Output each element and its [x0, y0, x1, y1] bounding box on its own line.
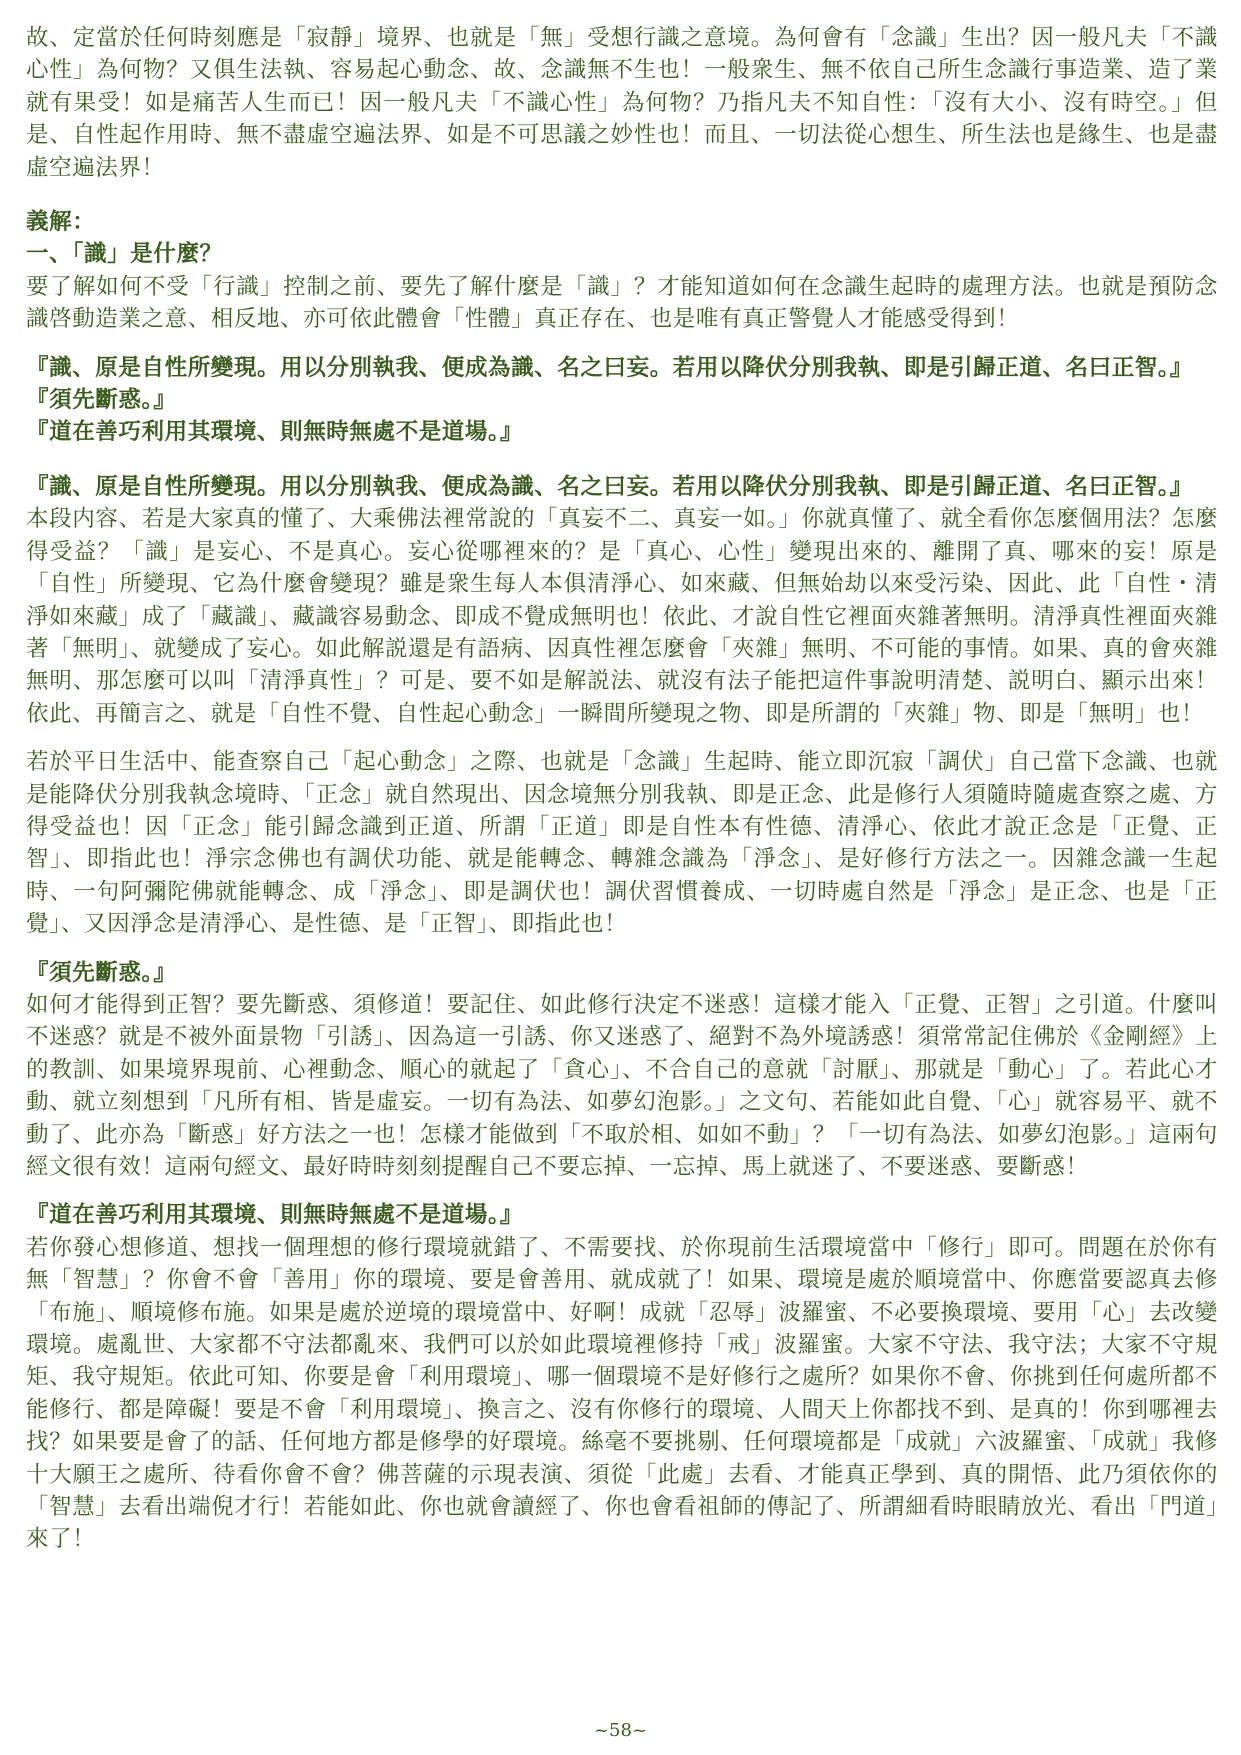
question-heading: 一、「識」是什麼？	[26, 241, 223, 268]
part1-body-2: 若於平日生活中、能查察自己「起心動念」之際、也就是「念識」生起時、能立即沉寂「調伏」自己當下念識、也就是能降伏分別我執念境時、「正念」就自然現出、因念境無分別我執、即是正念、此是修行人須隨時隨處查察之處、方得受益也！因「正念」能引歸念識到正道、所謂「正道」即是自性本有性德、清淨心、依此才說正念是「正覺、正智」、即指此也！淨宗念佛也有調伏功能、就是能轉念、轉雜念識為「淨念」、是好修行方法之一。因雜念識一生起時、一句阿彌陀佛就能轉念、成「淨念」、即是調伏也！調伏習慣養成、一切時處自然是「淨念」是正念、也是「正覺」、又因淨念是清淨心、是性德、是「正智」、即指此也！	[26, 749, 1218, 938]
part2-body: 如何才能得到正智？要先斷惑、須修道！要記住、如此修行決定不迷惑！這樣才能入「正覺、正智」之引道。什麼叫不迷惑？就是不被外面景物「引誘」、因為這一引誘、你又迷惑了、絕對不為外境誘惑！須常常記住佛於《金剛經》上的教訓、如果境界現前、心裡動念、順心的就起了「貪心」、不合自己的意就「討厭」、那就是「動心」了。若此心才動、就立刻想到「凡所有相、皆是虛妄。一切有為法、如夢幻泡影。」之文句、若能如此自覺、「心」就容易平、就不動了、此亦為「斷惑」好方法之一也！怎樣才能做到「不取於相、如如不動」？「一切有為法、如夢幻泡影。」這兩句經文很有效！這兩句經文、最好時時刻刻提醒自己不要忘掉、一忘掉、馬上就迷了、不要迷惑、要斷惑！	[26, 991, 1218, 1180]
part3-quote: 『道在善巧利用其環境、則無時無處不是道場。』	[26, 1202, 523, 1229]
summary-quote-1: 『識、原是自性所變現。用以分別執我、便成為識、名之曰妄。若用以降伏分別我執、即是引歸正道、名曰正智。』	[26, 354, 1193, 381]
part1-quote: 『識、原是自性所變現。用以分別執我、便成為識、名之曰妄。若用以降伏分別我執、即是引歸正道、名曰正智。』	[26, 473, 1193, 500]
part3-body: 若你發心想修道、想找一個理想的修行環境就錯了、不需要找、於你現前生活環境當中「修行」即可。問題在於你有無「智慧」？你會不會「善用」你的環境、要是會善用、就成就了！如果、環境是處於順境當中、你應當要認真去修「布施」、順境修布施。如果是處於逆境的環境當中、好啊！成就「忍辱」波羅蜜、不必要換環境、要用「心」去改變環境。處亂世、大家都不守法都亂來、我們可以於如此環境裡修持「戒」波羅蜜。大家不守法、我守法；大家不守規矩、我守規矩。依此可知、你要是會「利用環境」、哪一個環境不是好修行之處所？如果你不會、你挑到任何處所都不能修行、都是障礙！要是不會「利用環境」、換言之、沒有你修行的環境、人間天上你都找不到、是真的！你到哪裡去找？如果要是會了的話、任何地方都是修學的好環境。絲毫不要挑剔、任何環境都是「成就」六波羅蜜、「成就」我修十大願王之處所、待看你會不會？佛菩薩的示現表演、須從「此處」去看、才能真正學到、真的開悟、此乃須依你的「智慧」去看出端倪才行！若能如此、你也就會讀經了、你也會看祖師的傳記了、所謂細看時眼睛放光、看出「門道」來了！	[26, 1234, 1218, 1553]
section-title: 義解：	[26, 209, 96, 236]
intro-paragraph: 故、定當於任何時刻應是「寂靜」境界、也就是「無」受想行識之意境。為何會有「念識」生出？因一般凡夫「不識心性」為何物？又俱生法執、容易起心動念、故、念識無不生也！一般衆生、無不依自己所生念識行事造業、造了業就有果受！如是痛苦人生而已！因一般凡夫「不識心性」為何物？乃指凡夫不知自性：「沒有大小、沒有時空。」但是、自性起作用時、無不盡虛空遍法界、如是不可思議之妙性也！而且、一切法從心想生、所生法也是緣生、也是盡虛空遍法界！	[26, 25, 1218, 181]
part2-quote: 『須先斷惑。』	[26, 959, 177, 986]
summary-quote-2: 『須先斷惑。』	[26, 387, 177, 414]
part1-body: 本段内容、若是大家真的懂了、大乘佛法裡常說的「真妄不二、真妄一如。」你就真懂了、就全看你怎麼個用法？怎麼得受益？「識」是妄心、不是真心。妄心從哪裡來的？是「真心、心性」變現出來的、離開了真、哪來的妄！原是「自性」所變現、它為什麼會變現？雖是衆生每人本俱清淨心、如來藏、但無始劫以來受污染、因此、此「自性・清淨如來藏」成了「藏識」、藏識容易動念、即成不覺成無明也！依此、才說自性它裡面夾雜著無明。清淨真性裡面夾雜著「無明」、就變成了妄心。如此解説還是有語病、因真性裡怎麼會「夾雜」無明、不可能的事情。如果、真的會夾雜無明、那怎麼可以叫「清淨真性」？可是、要不如是解説法、就沒有法子能把這件事說明清楚、説明白、顯示出來！依此、再簡言之、就是「自性不覺、自性起心動念」一瞬間所變現之物、即是所謂的「夾雜」物、即是「無明」也！	[26, 506, 1218, 727]
summary-quote-3: 『道在善巧利用其環境、則無時無處不是道場。』	[26, 419, 523, 446]
question-body: 要了解如何不受「行識」控制之前、要先了解什麼是「識」？才能知道如何在念識生起時的處理方法。也就是預防念識啓動造業之意、相反地、亦可依此體會「性體」真正存在、也是唯有真正警覺人才能感受得到！	[26, 273, 1218, 333]
page-content	[26, 22, 1218, 1556]
page-number: ~58~	[593, 1720, 648, 1741]
